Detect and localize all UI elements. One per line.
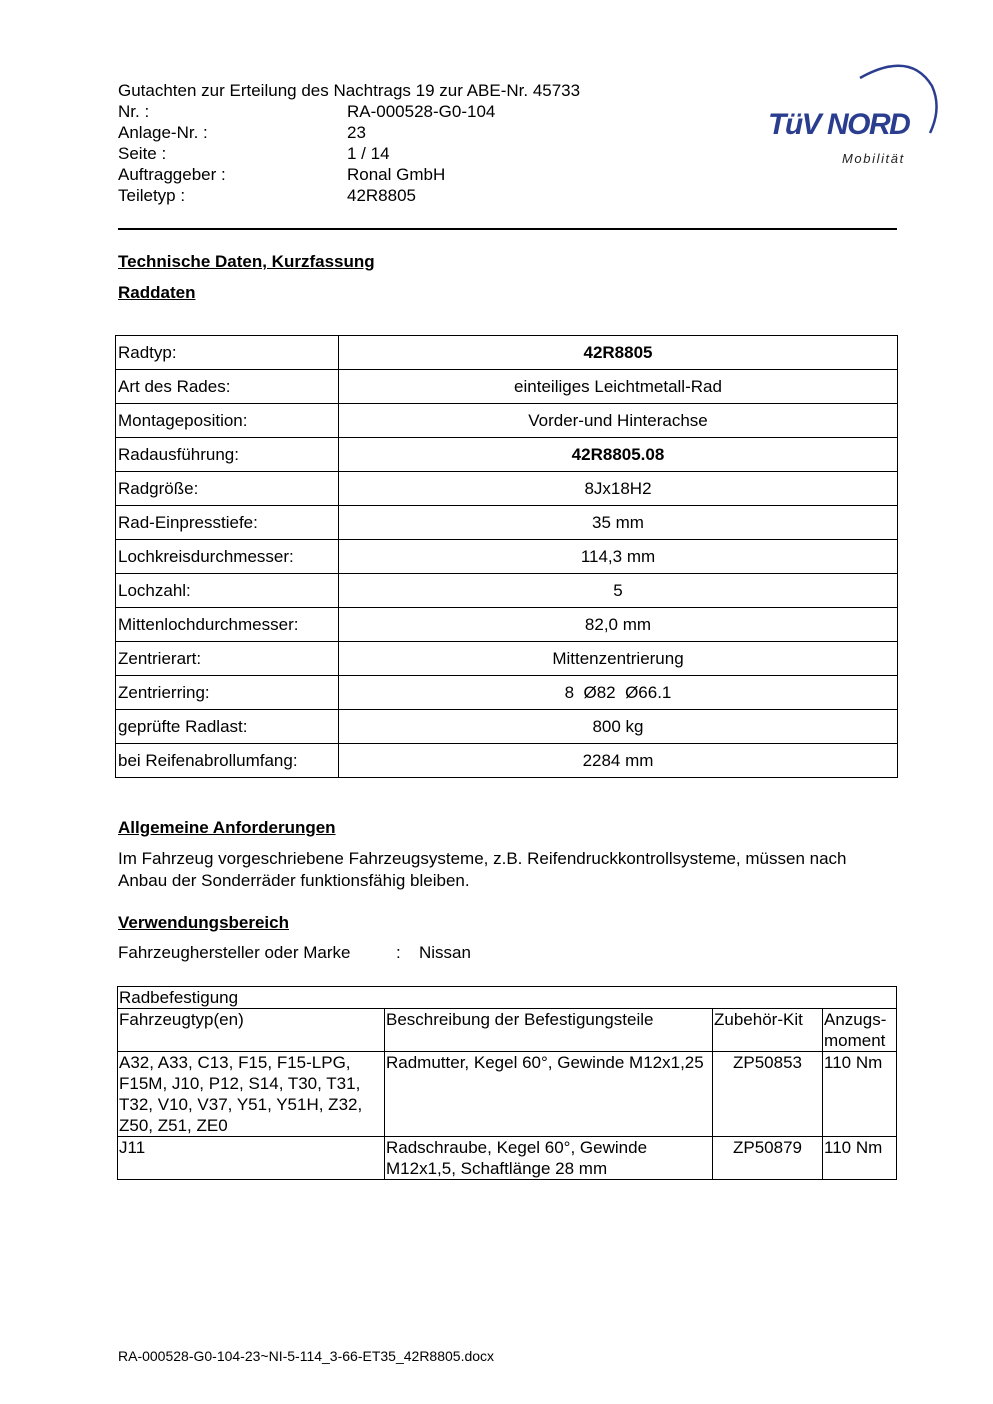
table-row — [116, 404, 898, 438]
table-row — [116, 744, 898, 778]
document-header — [118, 80, 580, 206]
torque: 110 Nm — [823, 1137, 897, 1180]
row-label: Zentrierring: — [116, 676, 339, 710]
logo-brand: TüV NORD — [768, 108, 910, 141]
header-label: Anlage-Nr. : — [118, 123, 208, 142]
row-label: Montageposition: — [116, 404, 339, 438]
hersteller-row — [118, 943, 471, 963]
table-row — [116, 472, 898, 506]
document-title: Gutachten zur Erteilung des Nachtrags 19 zur ABE-Nr. 45733 — [118, 81, 581, 100]
row-value: 35 mm — [339, 506, 898, 540]
table-header-row — [118, 1009, 897, 1052]
row-label: Radausführung: — [116, 438, 339, 472]
row-label: Art des Rades: — [116, 370, 339, 404]
row-value: 5 — [339, 574, 898, 608]
table-row — [118, 1052, 897, 1137]
accessory-kit: ZP50853 — [713, 1052, 823, 1137]
allgemein-title: Allgemeine Anforderungen — [118, 818, 336, 837]
header-label: Teiletyp : — [118, 186, 186, 205]
row-label: geprüfte Radlast: — [116, 710, 339, 744]
allgemein-text: Im Fahrzeug vorgeschriebene Fahrzeugsysteme, z.B. Reifendruckkontrollsysteme, müssen nach Anbau der Sonderräder funktionsfähig bleiben. — [118, 849, 847, 890]
row-value: Mittenzentrierung — [339, 642, 898, 676]
table-row — [116, 506, 898, 540]
fastener-description: Radmutter, Kegel 60°, Gewinde M12x1,25 — [385, 1052, 713, 1137]
table-row — [116, 710, 898, 744]
raddaten-table — [115, 335, 898, 778]
footer-filename: RA-000528-G0-104-23~NI-5-114_3-66-ET35_42R8805.docx — [118, 1348, 495, 1364]
table-row — [116, 676, 898, 710]
header-label: Auftraggeber : — [118, 165, 226, 184]
accessory-kit: ZP50879 — [713, 1137, 823, 1180]
table-row — [116, 540, 898, 574]
row-value: 42R8805.08 — [339, 438, 898, 472]
row-label: Zentrierart: — [116, 642, 339, 676]
table-row — [116, 642, 898, 676]
hersteller-value: Nissan — [419, 943, 471, 962]
header-value: 23 — [347, 123, 366, 142]
radbefestigung-table — [117, 986, 897, 1180]
row-value: 42R8805 — [339, 336, 898, 370]
verwendung-title: Verwendungsbereich — [118, 913, 289, 932]
column-header: Zubehör-Kit — [713, 1009, 823, 1052]
row-value: 800 kg — [339, 710, 898, 744]
header-label: Nr. : — [118, 102, 150, 121]
table-row — [116, 438, 898, 472]
row-value: Vorder-und Hinterachse — [339, 404, 898, 438]
vehicle-types: J11 — [118, 1137, 385, 1180]
hersteller-colon: : — [396, 943, 401, 962]
row-value: 114,3 mm — [339, 540, 898, 574]
row-label: Lochkreisdurchmesser: — [116, 540, 339, 574]
header-value: Ronal GmbH — [347, 165, 446, 184]
header-value: 1 / 14 — [347, 144, 390, 163]
fastener-description: Radschraube, Kegel 60°, Gewinde M12x1,5, Schaftlänge 28 mm — [385, 1137, 713, 1180]
table-row — [116, 336, 898, 370]
table-row — [116, 370, 898, 404]
row-value: 8 Ø82 Ø66.1 — [339, 676, 898, 710]
column-header: Beschreibung der Befestigungsteile — [385, 1009, 713, 1052]
header-row-seite — [118, 143, 580, 164]
header-divider — [118, 228, 897, 230]
section-title: Technische Daten, Kurzfassung — [118, 252, 375, 271]
row-label: Radtyp: — [116, 336, 339, 370]
table-row — [116, 574, 898, 608]
table-caption: Radbefestigung — [118, 987, 897, 1009]
torque: 110 Nm — [823, 1052, 897, 1137]
header-row-auftraggeber — [118, 164, 580, 185]
column-header: Anzugs-moment — [823, 1009, 897, 1052]
header-label: Seite : — [118, 144, 167, 163]
row-label: bei Reifenabrollumfang: — [116, 744, 339, 778]
logo-subtitle: Mobilität — [842, 151, 905, 166]
header-value: 42R8805 — [347, 186, 417, 205]
row-label: Lochzahl: — [116, 574, 339, 608]
row-value: 82,0 mm — [339, 608, 898, 642]
column-header: Fahrzeugtyp(en) — [118, 1009, 385, 1052]
header-row-nr — [118, 101, 580, 122]
header-value: RA-000528-G0-104 — [347, 102, 496, 121]
vehicle-types: A32, A33, C13, F15, F15-LPG, F15M, J10, P12, S14, T30, T31, T32, V10, V37, Y51, Y51H, Z32, Z50, Z51, ZE0 — [118, 1052, 385, 1137]
row-label: Mittenlochdurchmesser: — [116, 608, 339, 642]
hersteller-label: Fahrzeughersteller oder Marke — [118, 943, 351, 962]
row-label: Rad-Einpresstiefe: — [116, 506, 339, 540]
table-row — [116, 608, 898, 642]
section-subtitle: Raddaten — [118, 283, 196, 302]
header-row-anlage — [118, 122, 580, 143]
table-row — [118, 1137, 897, 1180]
row-label: Radgröße: — [116, 472, 339, 506]
header-row-teiletyp — [118, 185, 580, 206]
tuev-nord-logo — [760, 58, 940, 170]
row-value: einteiliges Leichtmetall-Rad — [339, 370, 898, 404]
row-value: 8Jx18H2 — [339, 472, 898, 506]
row-value: 2284 mm — [339, 744, 898, 778]
table-caption-row — [118, 987, 897, 1009]
